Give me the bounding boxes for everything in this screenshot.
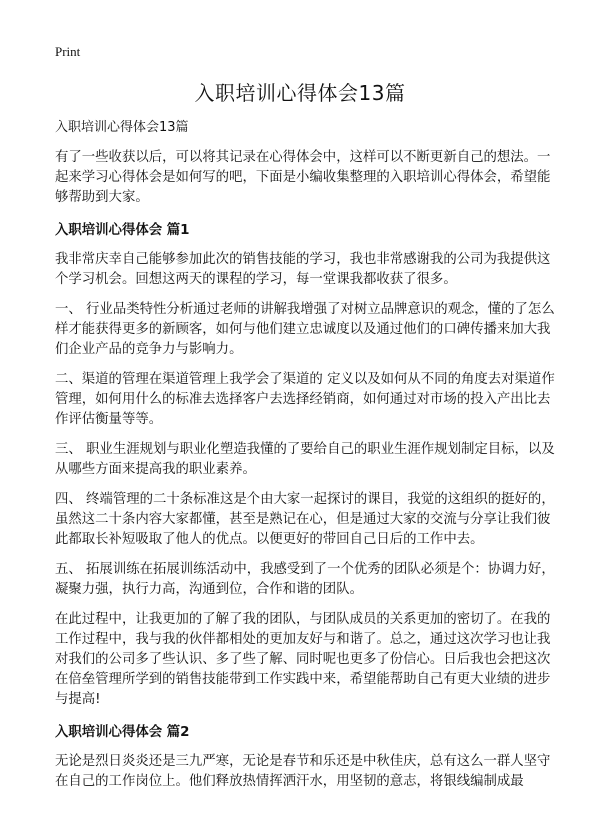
print-link[interactable]: Print: [55, 44, 81, 59]
article-body: [55, 119, 555, 802]
page-title: 入职培训心得体会13篇: [194, 81, 406, 105]
intro-paragraph: 有了一些收获以后，可以将其记录在心得体会中，这样可以不断更新自己的想法。一起来学习心得体会是如何写的吧，下面是小编收集整理的入职培训心得体会，希望能够帮助到大家。: [55, 150, 551, 205]
section-2-heading: 入职培训心得体会 篇2: [55, 725, 190, 740]
section-2-paragraph: 无论是烈日炎炎还是三九严寒，无论是春节和乐还是中秋佳庆，总有这么一群人坚守在自己的工作岗位上。他们释放热情挥洒汗水，用坚韧的意志，将银线编制成最: [55, 754, 551, 789]
article-subtitle: 入职培训心得体会13篇: [55, 120, 189, 135]
section-1-paragraph: 一、 行业品类特性分析通过老师的讲解我增强了对树立品牌意识的观念，懂的了怎么样才能获得更多的新顾客，如何与他们建立忠诚度以及通过他们的口碑传播来加大我们企业产品的竞争力与影响力。: [55, 302, 555, 357]
section-1-heading: 入职培训心得体会 篇1: [55, 223, 190, 238]
section-1-paragraph: 三、 职业生涯规划与职业化塑造我懂的了要给自己的职业生涯作规划制定目标，以及从哪些方面来提高我的职业素养。: [55, 442, 555, 477]
section-1-paragraph: 我非常庆幸自己能够参加此次的销售技能的学习，我也非常感谢我的公司为我提供这个学习机会。回想这两天的课程的学习，每一堂课我都收获了很多。: [55, 252, 551, 287]
section-1-paragraph: 在此过程中，让我更加的了解了我的团队，与团队成员的关系更加的密切了。在我的工作过程中，我与我的伙伴都相处的更加友好与和谐了。总之，通过这次学习也让我对我们的公司多了些认识、多了些了解、同时呢也更多了份信心。日后我也会把这次在倍垒管理所学到的销售技能带到工作实践中来，希望能帮助自己有更大业绩的进步与提高!: [55, 612, 551, 707]
section-1-paragraph: 五、 拓展训练在拓展训练活动中，我感受到了一个优秀的团队必须是个：协调力好，凝聚力强，执行力高，沟通到位，合作和谐的团队。: [55, 562, 555, 597]
section-1-paragraph: 二、渠道的管理在渠道管理上我学会了渠道的 定义以及如何从不同的角度去对渠道作管理，如何用什么的标准去选择客户去选择经销商，如何通过对市场的投入产出比去作评估衡量等等。: [55, 372, 555, 427]
section-1-paragraph: 四、 终端管理的二十条标准这是个由大家一起探讨的课目，我觉的这组织的挺好的，虽然这二十条内容大家都懂，甚至是熟记在心，但是通过大家的交流与分享让我们彼此都取长补短吸取了他人的优点。以便更好的带回自己日后的工作中去。: [55, 492, 555, 547]
